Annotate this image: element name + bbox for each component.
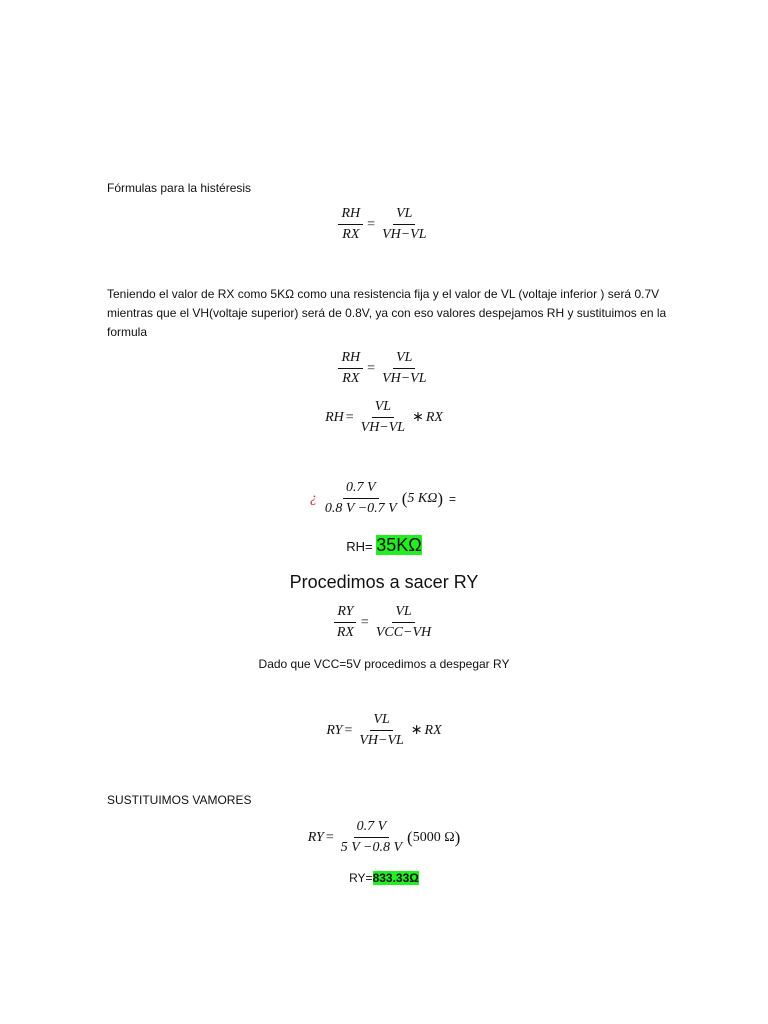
equals-sign: =	[325, 829, 334, 845]
rh-result-value: 35KΩ	[376, 535, 422, 555]
fraction-rh-rx	[338, 350, 363, 387]
ry-result-label: RY=	[349, 871, 373, 885]
denominator: VH−VL	[382, 371, 427, 386]
equals-sign: =	[367, 216, 376, 232]
denominator: RX	[336, 625, 354, 640]
tail-variable: RX	[424, 722, 442, 738]
lhs-variable: RH	[325, 409, 344, 425]
rh-result-label: RH=	[346, 539, 373, 554]
fraction-rh-rx	[338, 206, 363, 243]
formula-rh-solved	[0, 399, 768, 436]
numerator: 0.7 V	[343, 480, 379, 499]
numerator: VL	[370, 712, 392, 731]
fraction-vl	[358, 399, 408, 436]
equals-sign: =	[367, 360, 376, 376]
denominator: VH−VL	[382, 227, 427, 242]
formula-hysteresis-repeat	[0, 350, 768, 387]
lhs-variable: RY	[326, 722, 343, 738]
fraction-numeric	[338, 819, 405, 856]
ry-result-value: 833.33Ω	[372, 871, 419, 885]
vcc-line: Dado que VCC=5V procedimos a despegar RY	[258, 657, 510, 671]
numerator: RH	[338, 350, 363, 369]
numerator: VL	[393, 350, 415, 369]
paren-value: 5000 Ω	[412, 829, 455, 845]
denominator: RX	[342, 227, 360, 242]
equals-sign: =	[344, 722, 353, 738]
formula-rh-numeric	[0, 480, 768, 517]
formula-ry-ratio	[0, 604, 768, 641]
tail-variable: RX	[425, 409, 443, 425]
equals-sign: =	[449, 491, 457, 506]
heading-sustituimos: SUSTITUIMOS VAMORES	[107, 793, 252, 807]
numerator: VL	[392, 604, 414, 623]
fraction-vl	[373, 604, 434, 641]
denominator: RX	[342, 371, 360, 386]
numerator: VL	[372, 399, 394, 418]
numerator: RY	[334, 604, 356, 623]
fraction-vl	[356, 712, 406, 749]
fraction-vl	[379, 206, 429, 243]
equals-sign: =	[345, 409, 354, 425]
rh-result-line	[0, 534, 768, 558]
denominator: VH−VL	[359, 733, 404, 748]
denominator: 5 V −0.8 V	[340, 840, 403, 855]
paren-value: 5 KΩ	[407, 490, 438, 506]
formula-ry-numeric	[0, 819, 768, 856]
fraction-ry-rx	[334, 604, 357, 641]
open-paren: (	[401, 488, 408, 508]
heading-formulas: Fórmulas para la histéresis	[107, 181, 252, 195]
equals-sign: =	[360, 614, 369, 630]
ry-result-line	[0, 869, 768, 887]
error-glyph: ¿	[309, 490, 317, 506]
paragraph-explanation: Teniendo el valor de RX como 5KΩ como una resistencia fija y el valor de VL (voltaje inferior ) será 0.7V mientras que el VH(voltaje superior) será de 0.8V, ya con eso valores despejamos RH y sustituimos en la formula	[107, 287, 667, 339]
heading-ry: Procedimos a sacer RY	[289, 572, 479, 592]
denominator: VH−VL	[360, 420, 406, 435]
formula-hysteresis	[0, 206, 768, 243]
fraction-vl	[379, 350, 429, 387]
open-paren: (	[407, 827, 413, 847]
close-paren: )	[454, 827, 461, 847]
lhs-variable: RY	[307, 829, 324, 845]
denominator: VCC−VH	[375, 625, 432, 640]
numerator: VL	[393, 206, 415, 225]
formula-ry-solved	[0, 712, 768, 749]
denominator: 0.8 V −0.7 V	[324, 501, 397, 516]
fraction-numeric	[322, 480, 400, 517]
close-paren: )	[437, 488, 444, 508]
numerator: 0.7 V	[354, 819, 390, 838]
multiply-sign: ∗	[412, 410, 424, 425]
numerator: RH	[338, 206, 363, 225]
multiply-sign: ∗	[410, 723, 423, 738]
